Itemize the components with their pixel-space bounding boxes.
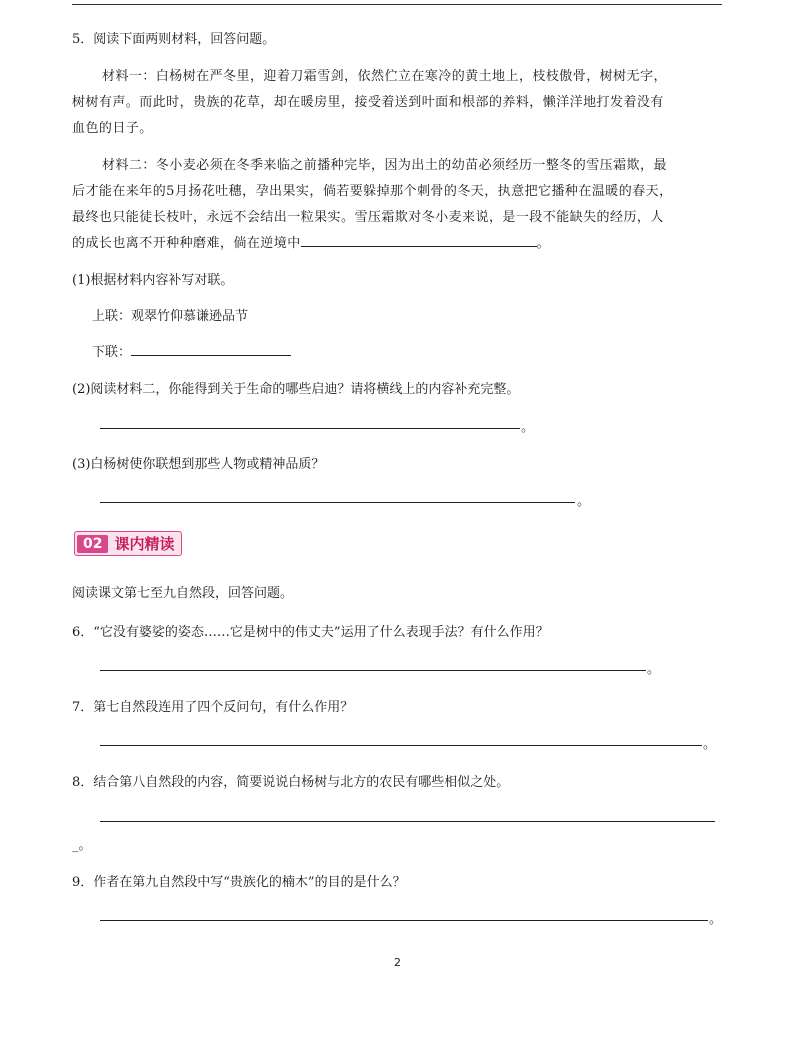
section-header	[74, 531, 182, 556]
material-2-line-2: 后才能在来年的5月扬花吐穗，孕出果实，倘若要躲掉那个刺骨的冬天，执意把它播种在温暖的春天，	[72, 184, 673, 199]
question-7: 7．第七自然段连用了四个反问句，有什么作用？	[72, 700, 354, 715]
question-9-period: 。	[709, 912, 723, 927]
sub-question-2: (2)阅读材料二，你能得到关于生命的哪些启迪？请将横线上的内容补充完整。	[72, 382, 520, 397]
sub-question-2-answer-line[interactable]	[100, 428, 520, 429]
material-2-line-4-end: 。	[536, 236, 551, 251]
page-number: 2	[394, 956, 401, 969]
section-title: 课内精读	[114, 535, 175, 553]
material-1-line-1: 材料一：白杨树在严冬里，迎着刀霜雪剑，依然伫立在寒冷的黄土地上，枝枝傲骨，树树无字，	[102, 69, 667, 84]
question-6-period: 。	[647, 662, 661, 677]
question-8-tail: _。	[72, 838, 92, 853]
couplet-lower	[92, 341, 291, 360]
couplet-lower-blank[interactable]	[131, 343, 291, 356]
question-9: 9．作者在第九自然段中写“贵族化的楠木”的目的是什么？	[72, 875, 406, 890]
material-2-line-4-text: 的成长也离不开种种磨难，倘在逆境中	[72, 236, 301, 251]
question-9-answer-line[interactable]	[100, 920, 708, 921]
material-2-line-3: 最终也只能徒长枝叶，永远不会结出一粒果实。雪压霜欺对冬小麦来说，是一段不能缺失的经历，人	[72, 210, 664, 225]
material-2-line-4	[72, 232, 550, 251]
sub-question-3-period: 。	[577, 494, 591, 509]
material-2-answer-blank[interactable]	[301, 234, 537, 247]
couplet-lower-label: 下联：	[92, 345, 132, 360]
question-8: 8．结合第八自然段的内容，简要说说白杨树与北方的农民有哪些相似之处。	[72, 775, 510, 790]
sub-question-3: (3)白杨树使你联想到那些人物或精神品质？	[72, 457, 325, 472]
top-rule	[72, 4, 722, 5]
sub-question-2-period: 。	[521, 420, 535, 435]
sub-question-3-answer-line[interactable]	[100, 502, 575, 503]
couplet-upper: 上联：观翠竹仰慕谦逊品节	[92, 309, 249, 324]
material-1-line-2: 树树有声。而此时，贵族的花草，却在暖房里，接受着送到叶面和根部的养料，懒洋洋地打发着没有	[72, 95, 664, 110]
question-8-answer-line[interactable]	[100, 821, 715, 822]
question-6-answer-line[interactable]	[100, 670, 646, 671]
question-6: 6．“它没有婆娑的姿态……它是树中的伟丈夫”运用了什么表现手法？有什么作用？	[72, 625, 549, 640]
section-number: 02	[77, 535, 108, 553]
material-2-line-1: 材料二：冬小麦必须在冬季来临之前播种完毕，因为出土的幼苗必须经历一整冬的雪压霜欺，最	[102, 158, 667, 173]
section-intro: 阅读课文第七至九自然段，回答问题。	[72, 586, 294, 601]
sub-question-1: (1)根据材料内容补写对联。	[72, 273, 234, 288]
question-7-period: 。	[703, 737, 717, 752]
question-7-answer-line[interactable]	[100, 745, 702, 746]
question-5-title: 5．阅读下面两则材料，回答问题。	[72, 32, 276, 47]
material-1-line-3: 血色的日子。	[72, 121, 153, 136]
